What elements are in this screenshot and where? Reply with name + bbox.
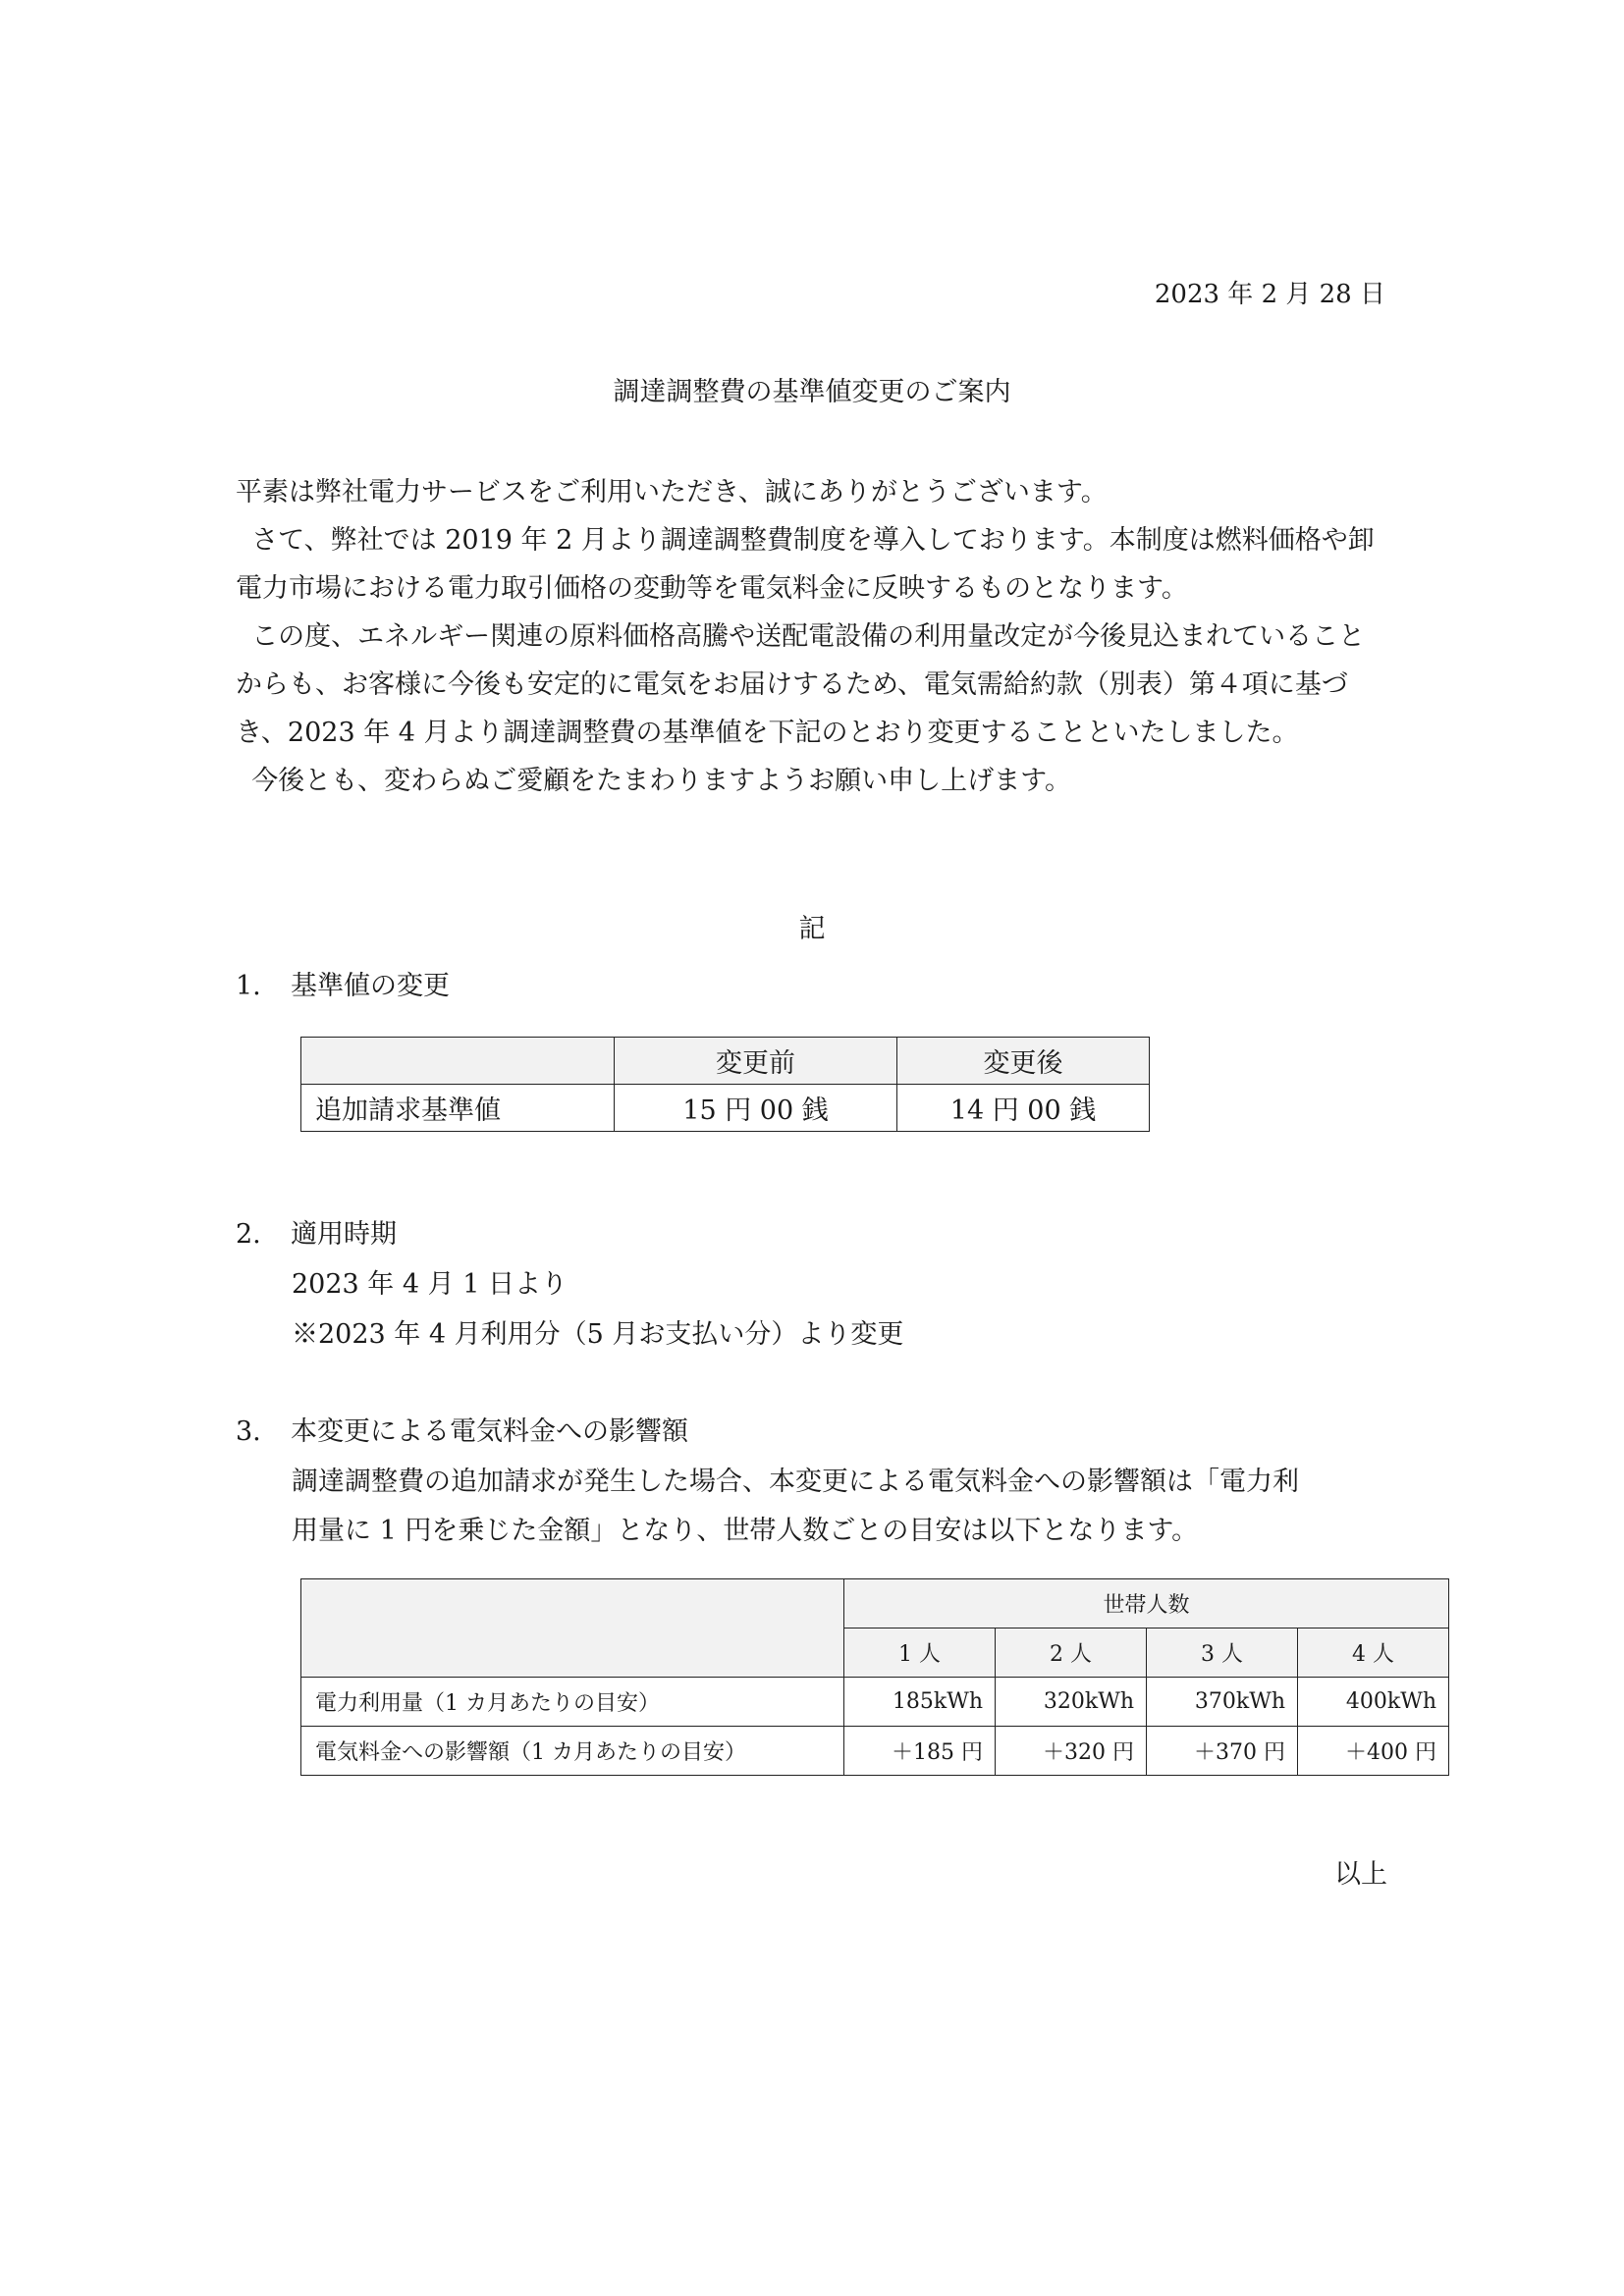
table-row bbox=[301, 1727, 1449, 1776]
row-label: 追加請求基準値 bbox=[301, 1085, 615, 1132]
row-label: 電気料金への影響額（1 カ月あたりの目安） bbox=[301, 1727, 844, 1776]
base-value-table bbox=[300, 1037, 1150, 1132]
section-title: 適用時期 bbox=[291, 1219, 397, 1250]
section-title: 基準値の変更 bbox=[291, 971, 450, 1001]
header-cell-after: 変更後 bbox=[897, 1038, 1150, 1085]
impact-1-person: ＋185 円 bbox=[844, 1727, 996, 1776]
paragraph-greeting: 平素は弊社電力サービスをご利用いただき、誠にありがとうございます。 bbox=[236, 477, 1108, 507]
table-row bbox=[301, 1085, 1150, 1132]
impact-3-persons: ＋370 円 bbox=[1147, 1727, 1298, 1776]
household-size-header: 世帯人数 bbox=[844, 1579, 1449, 1629]
usage-2-persons: 320kWh bbox=[996, 1678, 1147, 1727]
value-before: 15 円 00 銭 bbox=[615, 1085, 897, 1132]
ki-marker: 記 bbox=[798, 914, 826, 944]
section-1-heading bbox=[236, 969, 450, 1004]
paragraph-intro: さて、弊社では 2019 年 2 月より調達調整費制度を導入しております。本制度は燃料価格や卸電力市場における電力取引価格の変動等を電気料金に反映するものとなります。 bbox=[236, 525, 1375, 604]
document-title: 調達調整費の基準値変更のご案内 bbox=[613, 377, 1011, 407]
section-number: 1. bbox=[236, 971, 261, 1001]
section-number: 3. bbox=[236, 1416, 261, 1447]
section-3-heading bbox=[236, 1415, 688, 1450]
effective-date: 2023 年 4 月 1 日より bbox=[292, 1269, 568, 1300]
header-cell-empty bbox=[301, 1579, 844, 1678]
persons-2-header: 2 人 bbox=[996, 1629, 1147, 1678]
household-impact-table bbox=[300, 1578, 1449, 1776]
section-title: 本変更による電気料金への影響額 bbox=[291, 1416, 688, 1447]
usage-1-person: 185kWh bbox=[844, 1678, 996, 1727]
body-text bbox=[236, 468, 1386, 805]
header-cell-empty bbox=[301, 1038, 615, 1085]
impact-text-line-2: 用量に 1 円を乗じた金額」となり、世帯人数ごとの目安は以下となります。 bbox=[292, 1516, 1199, 1546]
row-label: 電力利用量（1 カ月あたりの目安） bbox=[301, 1678, 844, 1727]
persons-3-header: 3 人 bbox=[1147, 1629, 1298, 1678]
closing-mark: 以上 bbox=[1334, 1859, 1387, 1890]
usage-3-persons: 370kWh bbox=[1147, 1678, 1298, 1727]
table-header-row bbox=[301, 1038, 1150, 1085]
document-date: 2023 年 2 月 28 日 bbox=[1154, 280, 1385, 309]
usage-4-persons: 400kWh bbox=[1298, 1678, 1449, 1727]
section-2-heading bbox=[236, 1217, 397, 1253]
paragraph-closing: 今後とも、変わらぬご愛顧をたまわりますようお願い申し上げます。 bbox=[251, 766, 1072, 796]
table-header-row bbox=[301, 1579, 1449, 1629]
value-after: 14 円 00 銭 bbox=[897, 1085, 1150, 1132]
persons-1-header: 1 人 bbox=[844, 1629, 996, 1678]
table-row bbox=[301, 1678, 1449, 1727]
impact-4-persons: ＋400 円 bbox=[1298, 1727, 1449, 1776]
section-number: 2. bbox=[236, 1219, 261, 1250]
impact-text-line-1: 調達調整費の追加請求が発生した場合、本変更による電気料金への影響額は「電力利 bbox=[292, 1467, 1299, 1497]
effective-note: ※2023 年 4 月利用分（5 月お支払い分）より変更 bbox=[292, 1319, 904, 1350]
persons-4-header: 4 人 bbox=[1298, 1629, 1449, 1678]
paragraph-change: この度、エネルギー関連の原料価格高騰や送配電設備の利用量改定が今後見込まれていることからも、お客様に今後も安定的に電気をお届けするため、電気需給約款（別表）第４項に基づき、2023 年 4 月より調達調整費の基準値を下記のとおり変更することといたしました。 bbox=[236, 621, 1366, 748]
header-cell-before: 変更前 bbox=[615, 1038, 897, 1085]
impact-2-persons: ＋320 円 bbox=[996, 1727, 1147, 1776]
